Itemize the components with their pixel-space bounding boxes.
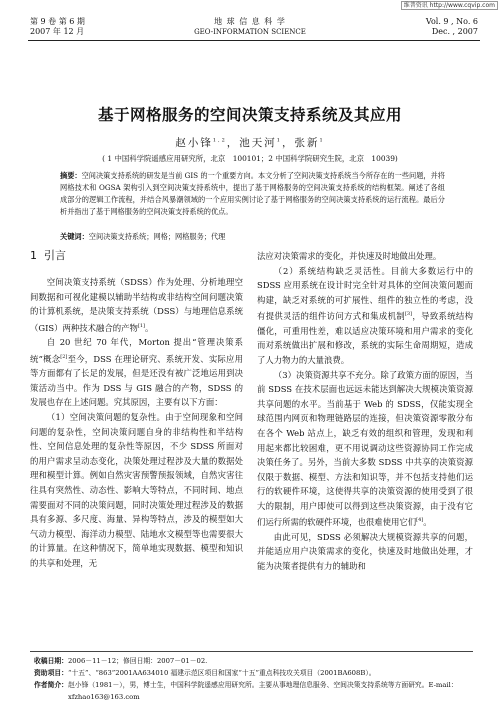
volume-issue: 第 9 卷 第 6 期 (30, 17, 85, 26)
abstract-label: 摘要： (60, 171, 82, 180)
footnote-rule (30, 651, 473, 652)
issue-2-paragraph: （2）系统结构缺乏灵活性。目前大多数运行中的 SDSS 应用系统在设计时完全针对具体的空间决策问题而构建，缺乏对系统的可扩展性、组件的独立性的考虑，没有提供灵活的组件访问方式和集成机制[3]，导致系统结构僵化，可重用性差，难以适应决策环境和用户需求的变化而对系统做出扩展和修改，系统的实际生命周期短，造成了人力物力的大量浪费。 (257, 265, 474, 365)
author-list: 赵小锋$^{1,2}$，池天河$^1$，张新$^1$ (175, 137, 325, 149)
right-column (257, 249, 473, 574)
author-bio-note: 作者简介：赵小锋（1981－），男，博士生，中国科学院遥感应用研究所。主要从事地理信息服务、空间决策支持系统等方面研究。E-mail：xfzhao163@163.com (34, 681, 458, 701)
received-date-note: 收稿日期：2006－11－12；修回日期：2007－01－02. (34, 657, 208, 665)
volume-info-en (426, 17, 478, 37)
issue-date: 2007 年 12 月 (30, 27, 85, 36)
issue-3-paragraph: （3）决策资源共享不充分。除了政策方面的原因，当前 SDSS 在技术层面也远远未能达到解决大规模决策资源共享问题的水平。当前基于 Web 的 SDSS，仅能实现全球范围内网页和物理链路层的连接，但决策资源零散分布在各个 Web 站点上，缺乏有效的组织和管理，发现和利用起来都比较困难，更不用说调动这些资源协同工作完成决策任务了。另外，当前大多数 SDSS 中共享的决策资源仅限于数据、模型、方法和知识等，并不包括支持他们运行的软硬件环境，这使得共享的决策资源的使用受到了很大的限制，用户即使可以得到这些决策资源，由于没有它们运行所需的软硬件环境，也很难使用它们[4]。 (257, 369, 473, 528)
date-en: Dec. , 2007 (431, 27, 478, 36)
journal-name-block (150, 17, 350, 37)
issue-info (30, 17, 85, 37)
affiliation: ( 1 中国科学院遥感应用研究所，北京 100101；2 中国科学院研究生院，北京 10039) (102, 154, 398, 163)
keywords (60, 231, 445, 243)
intro-paragraph-2: 自 20 世纪 70 年代，Morton 提出“管理决策系统”概念[2]至今，DSS 在理论研究、系统开发、实际应用等方面都有了长足的发展，但是还没有被广泛地运用到决策活动当中。作为 DSS 与 GIS 融合的产物，SDSS 的发展也存在上述问题。究其原因，主要有以下方面： (30, 337, 243, 408)
intro-paragraph-1: 空间决策支持系统（SDSS）作为处理、分析地理空间数据和可视化建模以辅助半结构或非结构空间问题决策的计算机系统，是决策支持系统（DSS）与地理信息系统（GIS）两种技术融合的产物[1]。 (30, 277, 243, 333)
keywords-label: 关键词： (60, 232, 89, 241)
abstract (60, 170, 445, 218)
section-number: 1 (30, 249, 37, 262)
conclusion-paragraph: 由此可见，SDSS 必须解决大规模资源共享的问题，并能适应用户决策需求的变化，快速及时地做出处理，才能为决策者提供有力的辅助和 (257, 531, 473, 572)
abstract-text: 空间决策支持系统的研发是当前 GIS 的一个重要方向。本文分析了空间决策支持系统当今所存在的一些问题，并将网格技术和 OGSA 架构引入到空间决策支持系统中，提出了基于网格服务的空间决策支持系统的结构框架。阐述了各组成部分的逻辑工作流程，并结合风暴潮领域的一个应用实例讨论了基于网格服务的空间决策支持系统的运行流程。最后分析并指出了基于网格服务的空间决策支持系统的优点。 (60, 171, 445, 216)
watermark-stamp: 维普资讯 http://www.cqvip.com (401, 1, 498, 10)
left-column (30, 249, 243, 570)
journal-name-cn: 地 球 信 息 科 学 (214, 17, 286, 26)
funding-note: 资助项目：“十五”、“863”2001AA634010 福建示范区项目和国家“十五”重点科技攻关项目（2001BA608B）。 (34, 669, 376, 677)
journal-name-en: GEO-INFORMATION SCIENCE (194, 28, 306, 36)
header-rule (28, 40, 480, 41)
section-heading (30, 249, 243, 263)
paper-title: 基于网格服务的空间决策支持系统及其应用 (97, 106, 402, 124)
keywords-text: 空间决策支持系统；网格；网格服务；代理 (88, 232, 226, 241)
section-title: 引言 (44, 249, 66, 262)
footnotes (34, 655, 474, 703)
intro-paragraph-3: （1）空间决策问题的复杂性。由于空间现象和空间问题的复杂性，空间决策问题自身的非结构性和半结构性、空间信息处理的复杂性等原因，不少 SDSS 所面对的用户需求呈动态变化，决策处理过程涉及大量的数据处理和模型计算。例如自然灾害预警预报领域，自然灾害往往具有突然性、动态性、影响大等特点，不同时间、地点需要面对不同的决策问题，同时决策处理过程涉及的数据具有多源、多尺度、海量、异构等特点，涉及的模型如大气动力模型、海洋动力模型、陆地水文模型等也需要很大的计算量。在这种情况下，简单地实现数据、模型和知识的共享和处理，无 (30, 411, 243, 568)
volume-en: Vol. 9 , No. 6 (425, 17, 478, 26)
continued-paragraph: 法应对决策需求的变化，并快速及时地做出处理。 (257, 251, 442, 261)
